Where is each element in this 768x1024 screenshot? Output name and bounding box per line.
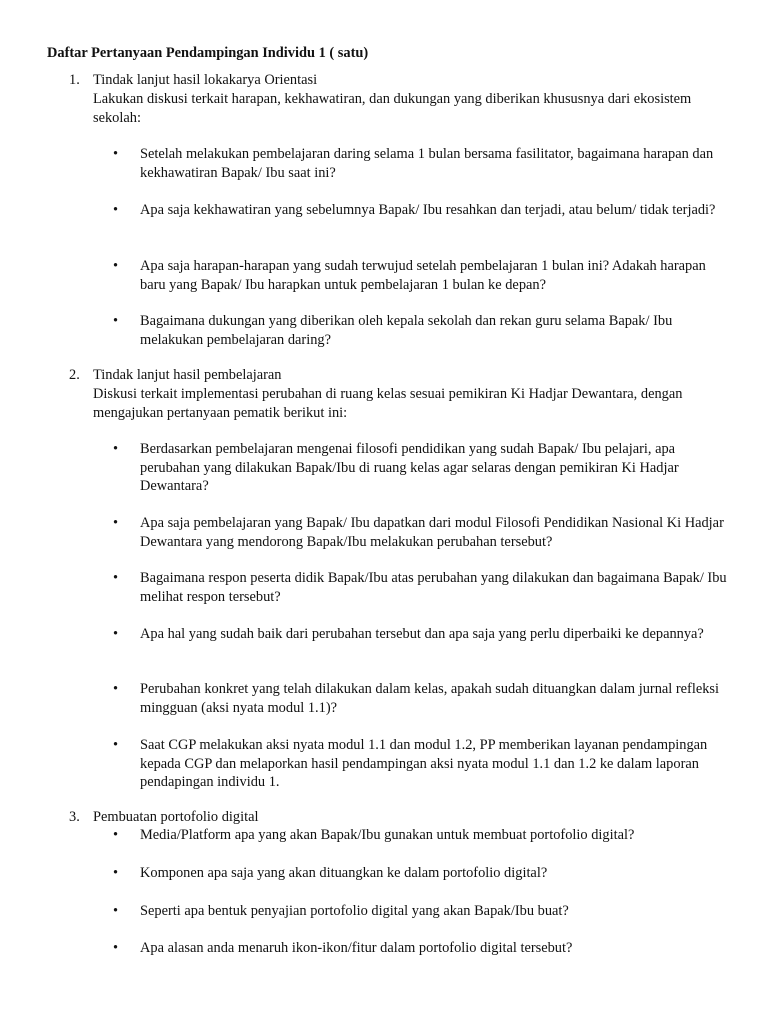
section-description: Diskusi terkait implementasi perubahan di ruang kelas sesuai pemikiran Ki Hadjar Dewantara, dengan mengajukan pertanyaan pematik berikut ini:	[93, 386, 683, 421]
bullet-icon: •	[113, 737, 119, 753]
bullet-icon: •	[113, 441, 119, 457]
question-text: Apa saja kekhawatiran yang sebelumnya Bapak/ Ibu resahkan dan terjadi, atau belum/ tidak terjadi?	[140, 202, 716, 218]
question-text: Setelah melakukan pembelajaran daring selama 1 bulan bersama fasilitator, bagaimana harapan dan kekhawatiran Bapak/ Ibu saat ini?	[140, 146, 714, 181]
bullet-icon: •	[113, 258, 119, 274]
section-heading: Tindak lanjut hasil lokakarya Orientasi	[93, 72, 318, 88]
section-description: Lakukan diskusi terkait harapan, kekhawatiran, dan dukungan yang diberikan khususnya dari ekosistem sekolah:	[93, 91, 692, 126]
bullet-icon: •	[113, 146, 119, 162]
question-text: Apa alasan anda menaruh ikon-ikon/fitur dalam portofolio digital tersebut?	[140, 940, 573, 956]
question-text: Seperti apa bentuk penyajian portofolio digital yang akan Bapak/Ibu buat?	[140, 903, 569, 919]
question-text: Berdasarkan pembelajaran mengenai filosofi pendidikan yang sudah Bapak/ Ibu pelajari, apa perubahan yang dilakukan Bapak/Ibu di ruang kelas agar selaras dengan pemikiran Ki Hadjar Dewantara?	[140, 441, 679, 494]
bullet-icon: •	[113, 313, 119, 329]
section-number: 1.	[69, 72, 80, 88]
question-text: Apa saja pembelajaran yang Bapak/ Ibu dapatkan dari modul Filosofi Pendidikan Nasional Ki Hadjar Dewantara yang mendorong Bapak/Ibu melakukan perubahan tersebut?	[140, 515, 724, 550]
section-heading: Tindak lanjut hasil pembelajaran	[93, 367, 282, 383]
bullet-icon: •	[113, 827, 119, 843]
bullet-icon: •	[113, 626, 119, 642]
bullet-icon: •	[113, 515, 119, 531]
section-number: 2.	[69, 367, 80, 383]
question-text: Saat CGP melakukan aksi nyata modul 1.1 dan modul 1.2, PP memberikan layanan pendampingan kepada CGP dan melaporkan hasil pendampingan aksi nyata modul 1.1 dan 1.2 ke dalam laporan pendapingan individu 1.	[140, 737, 708, 790]
bullet-icon: •	[113, 202, 119, 218]
question-text: Bagaimana dukungan yang diberikan oleh kepala sekolah dan rekan guru selama Bapak/ Ibu melakukan pembelajaran daring?	[140, 313, 673, 348]
question-text: Komponen apa saja yang akan dituangkan ke dalam portofolio digital?	[140, 865, 548, 881]
section-heading: Pembuatan portofolio digital	[93, 809, 259, 825]
question-text: Media/Platform apa yang akan Bapak/Ibu gunakan untuk membuat portofolio digital?	[140, 827, 635, 843]
question-text: Perubahan konkret yang telah dilakukan dalam kelas, apakah sudah dituangkan dalam jurnal refleksi mingguan (aksi nyata modul 1.1)?	[140, 681, 720, 716]
section-number: 3.	[69, 809, 80, 825]
bullet-icon: •	[113, 903, 119, 919]
document-title: Daftar Pertanyaan Pendampingan Individu 1 ( satu)	[47, 45, 369, 61]
bullet-icon: •	[113, 570, 119, 586]
bullet-icon: •	[113, 681, 119, 697]
bullet-icon: •	[113, 865, 119, 881]
question-text: Apa saja harapan-harapan yang sudah terwujud setelah pembelajaran 1 bulan ini? Adakah harapan baru yang Bapak/ Ibu harapkan untuk pembelajaran 1 bulan ke depan?	[140, 258, 706, 293]
question-text: Apa hal yang sudah baik dari perubahan tersebut dan apa saja yang perlu diperbaiki ke depannya?	[140, 626, 704, 642]
bullet-icon: •	[113, 940, 119, 956]
question-text: Bagaimana respon peserta didik Bapak/Ibu atas perubahan yang dilakukan dan bagaimana Bapak/ Ibu melihat respon tersebut?	[140, 570, 727, 605]
